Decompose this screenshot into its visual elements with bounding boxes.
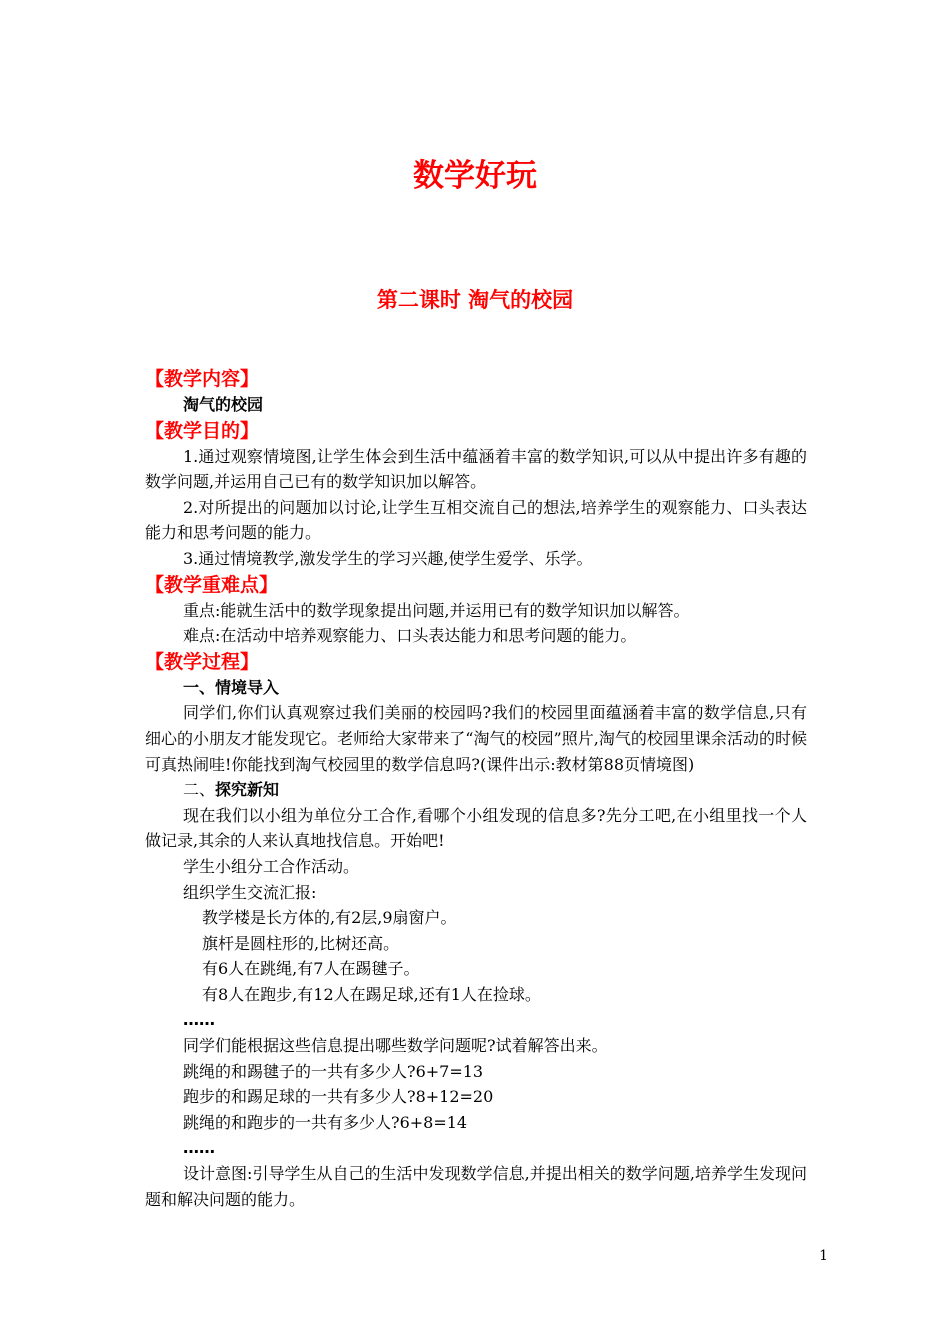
section-heading-goals: 【教学目的】 — [145, 419, 260, 442]
section-heading-content: 【教学内容】 — [145, 368, 260, 390]
step-heading — [145, 777, 807, 803]
question-item: 跳绳的和踢毽子的一共有多少人?6+7=13 — [183, 1061, 484, 1081]
report-item: 教学楼是长方体的,有2层,9扇窗户。 — [202, 908, 457, 928]
difficult-point: 难点:在活动中培养观察能力、口头表达能力和思考问题的能力。 — [183, 626, 637, 646]
step-paragraph: 现在我们以小组为单位分工合作,看哪个小组发现的信息多?先分工吧,在小组里找一个人做记录,其余的人来认真地找信息。开始吧! — [145, 805, 807, 851]
goal-item: 3.通过情境教学,激发学生的学习兴趣,使学生爱学、乐学。 — [183, 548, 593, 568]
document-title: 数学好玩 — [413, 158, 537, 194]
report-item: 有8人在跑步,有12人在踢足球,还有1人在捡球。 — [202, 984, 541, 1004]
question-item: 跑步的和踢足球的一共有多少人?8+12=20 — [183, 1087, 494, 1107]
ellipsis: …… — [183, 1010, 215, 1030]
design-intent: 设计意图:引导学生从自己的生活中发现数学信息,并提出相关的数学问题,培养学生发现问题和解决问题的能力。 — [145, 1164, 807, 1209]
section-heading-keypoints: 【教学重难点】 — [145, 573, 279, 596]
report-item: 旗杆是圆柱形的,比树还高。 — [202, 933, 400, 953]
content-text: 淘气的校园 — [183, 395, 264, 414]
document-body — [145, 366, 807, 1212]
goal-item: 1.通过观察情境图,让学生体会到生活中蕴涵着丰富的数学知识,可以从中提出许多有趣的数学问题,并运用自己已有的数学知识加以解答。 — [145, 446, 807, 492]
text-line: 同学们能根据这些信息提出哪些数学问题呢?试着解答出来。 — [183, 1036, 608, 1056]
text-line: 学生小组分工合作活动。 — [183, 856, 360, 876]
key-point: 重点:能就生活中的数学现象提出问题,并运用已有的数学知识加以解答。 — [183, 600, 690, 620]
text-line: 组织学生交流汇报: — [183, 882, 317, 902]
section-heading-process: 【教学过程】 — [145, 650, 260, 673]
report-item: 有6人在跳绳,有7人在踢毽子。 — [202, 959, 420, 979]
question-item: 跳绳的和跑步的一共有多少人?6+8=14 — [183, 1112, 468, 1132]
step-heading: 一、情境导入 — [183, 677, 280, 697]
step-heading-prefix: 二、 — [183, 780, 216, 800]
goal-item: 2.对所提出的问题加以讨论,让学生互相交流自己的想法,培养学生的观察能力、口头表达能力和思考问题的能力。 — [145, 497, 807, 543]
step-paragraph: 同学们,你们认真观察过我们美丽的校园吗?我们的校园里面蕴涵着丰富的数学信息,只有细心的小朋友才能发现它。老师给大家带来了“淘气的校园”照片,淘气的校园里课余活动的时候可真热闹哇!你能找到淘气校园里的数学信息吗?(课件出示:教材第88页情境图) — [145, 703, 807, 774]
step-heading-title: 探究新知 — [215, 780, 280, 800]
ellipsis: …… — [183, 1138, 215, 1158]
page-number: 1 — [819, 1248, 828, 1264]
lesson-subtitle: 第二课时 淘气的校园 — [376, 288, 574, 312]
